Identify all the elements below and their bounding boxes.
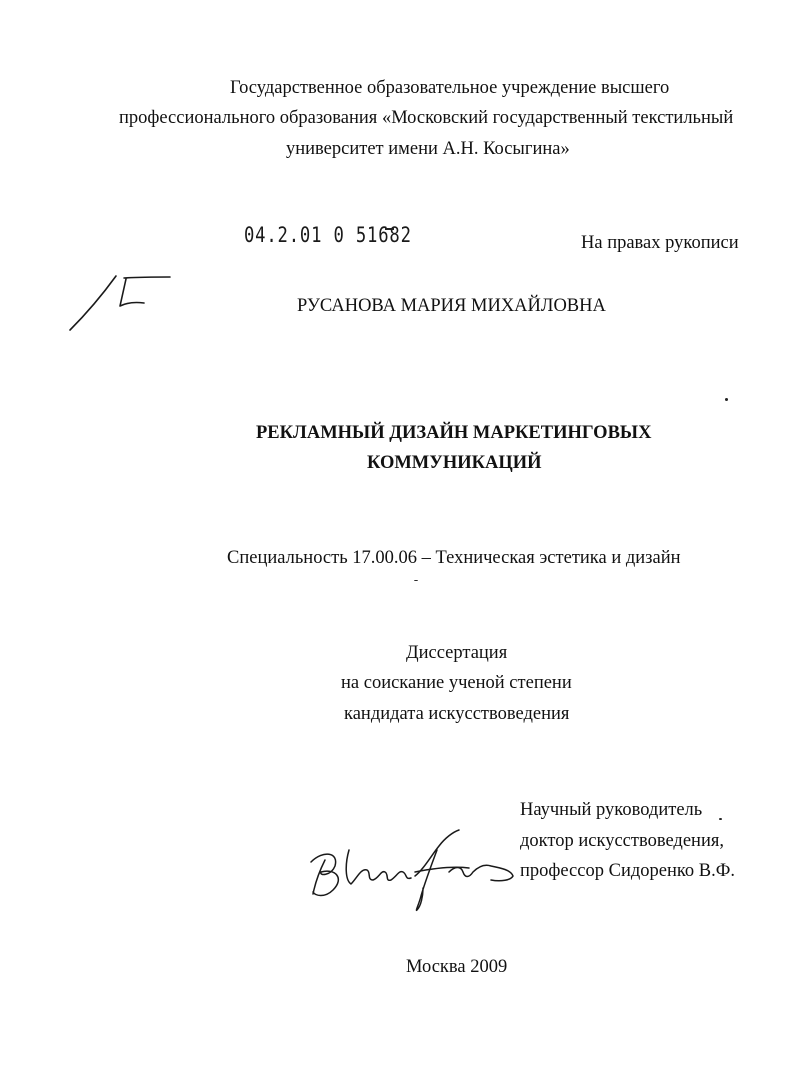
specialty-line: Специальность 17.00.06 – Техническая эстетика и дизайн <box>227 548 681 568</box>
author-name: РУСАНОВА МАРИЯ МИХАЙЛОВНА <box>297 296 606 316</box>
institution-line-3: университет имени А.Н. Косыгина» <box>286 139 570 159</box>
scan-speck <box>725 398 728 401</box>
thesis-title-line-1: РЕКЛАМНЫЙ ДИЗАЙН МАРКЕТИНГОВЫХ <box>256 423 652 443</box>
institution-line-2: профессионального образования «Московский государственный текстильный <box>119 108 734 128</box>
author-initials-signature <box>64 268 176 336</box>
dissertation-degree-line: на соискание ученой степени <box>341 673 572 693</box>
stamp-dash-mark <box>384 226 396 234</box>
rights-note: На правах рукописи <box>581 233 739 253</box>
supervisor-name: профессор Сидоренко В.Ф. <box>520 861 735 881</box>
scan-speck-3 <box>719 818 722 820</box>
supervisor-signature <box>305 826 515 916</box>
institution-line-1: Государственное образовательное учреждение высшего <box>230 78 670 98</box>
city-year: Москва 2009 <box>406 957 508 977</box>
scan-speck-2 <box>414 580 418 581</box>
supervisor-label: Научный руководитель <box>520 800 703 820</box>
supervisor-degree: доктор искусствоведения, <box>520 831 724 851</box>
dissertation-label: Диссертация <box>406 643 508 663</box>
dissertation-field-line: кандидата искусствоведения <box>344 704 570 724</box>
thesis-title-line-2: КОММУНИКАЦИЙ <box>367 453 542 473</box>
registration-stamp: 04.2.01 0 51682 <box>244 223 412 247</box>
